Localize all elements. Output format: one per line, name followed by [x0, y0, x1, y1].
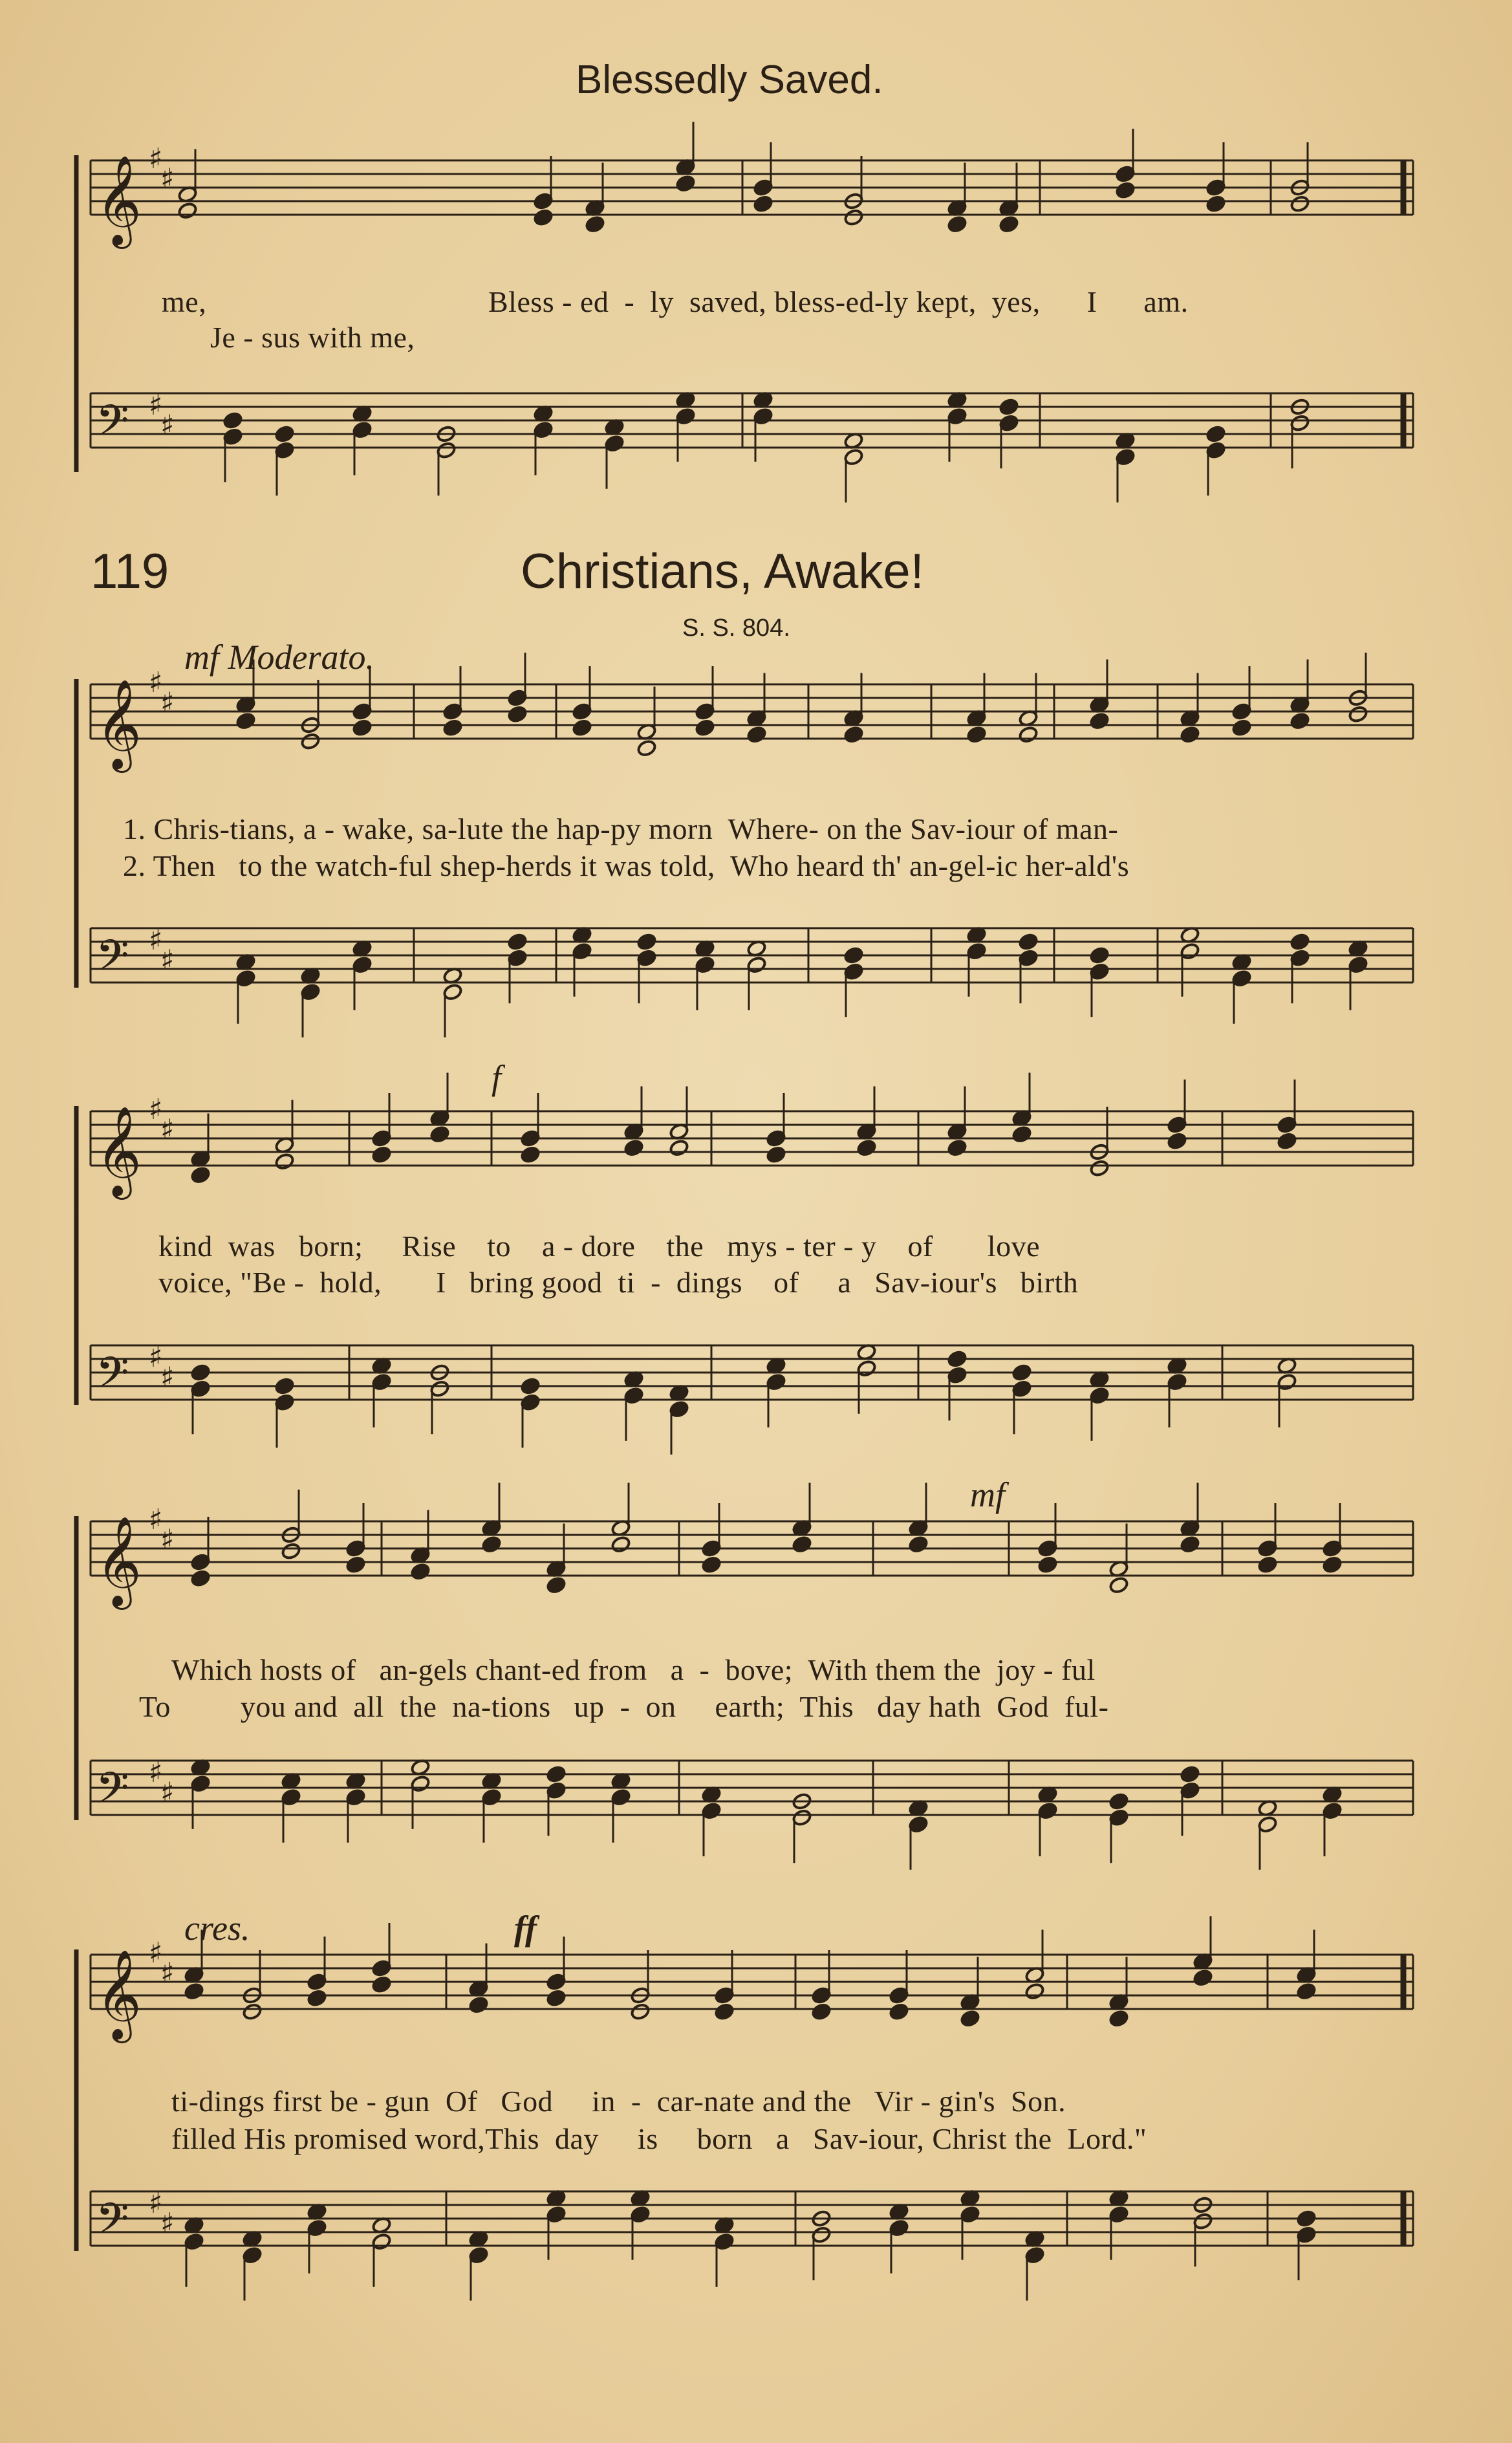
note-head: [1018, 726, 1039, 744]
note-head: [1296, 1982, 1317, 2001]
note-head: [429, 1125, 450, 1144]
note-head: [274, 1377, 295, 1395]
note-head: [481, 1536, 502, 1554]
note-head: [889, 2003, 909, 2021]
treble-clef-icon: 𝄞: [96, 679, 142, 769]
note-head: [468, 1996, 489, 2014]
note-head: [352, 719, 373, 737]
note-head: [675, 175, 696, 193]
note-head: [1089, 1159, 1110, 1177]
note-head: [546, 1765, 567, 1783]
note-head: [507, 705, 528, 723]
sharp-icon: ♯: [149, 1503, 163, 1536]
note-head: [1108, 1792, 1129, 1810]
note-head: [960, 2010, 980, 2028]
note-head: [235, 712, 256, 730]
note-head: [610, 1536, 631, 1554]
note-head: [947, 1139, 967, 1157]
note-head: [999, 398, 1019, 416]
bass-clef-icon: 𝄢: [96, 1348, 129, 1408]
verse-2-line: To you and all the na-tions up - on earth; This day hath God ful-: [139, 1690, 1109, 1723]
sharp-icon: ♯: [160, 1776, 175, 1810]
note-head: [242, 2003, 263, 2021]
note-head: [1115, 181, 1136, 199]
sharp-icon: ♯: [160, 1523, 175, 1557]
note-head: [300, 732, 321, 750]
note-head: [1322, 1556, 1343, 1574]
note-head: [636, 933, 657, 951]
bass-clef-icon: 𝄢: [96, 1763, 129, 1823]
note-head: [1089, 946, 1110, 964]
note-head: [1205, 195, 1226, 213]
sharp-icon: ♯: [149, 1341, 163, 1374]
treble-clef-icon: 𝄞: [96, 155, 142, 245]
hymn-number: 119: [91, 544, 169, 599]
previous-hymn-title: Blessedly Saved.: [576, 58, 883, 102]
sharp-icon: ♯: [149, 666, 163, 699]
note-head: [1018, 933, 1039, 951]
note-head: [630, 2003, 651, 2021]
note-head: [1348, 705, 1368, 723]
note-head: [1296, 2210, 1317, 2228]
sharp-icon: ♯: [160, 1113, 175, 1147]
lyric-line: Je - sus with me,: [210, 321, 415, 354]
note-head: [843, 208, 864, 226]
note-head: [410, 1563, 431, 1581]
note-head: [1180, 1765, 1200, 1783]
note-head: [908, 1536, 929, 1554]
note-head: [585, 215, 605, 233]
note-head: [714, 2003, 735, 2021]
note-head: [966, 726, 987, 744]
sharp-icon: ♯: [160, 1361, 175, 1395]
note-head: [1108, 1576, 1129, 1594]
note-head: [190, 1569, 211, 1587]
note-head: [792, 1536, 812, 1554]
note-head: [753, 195, 773, 213]
verse-1-line: kind was born; Rise to a - dore the mys - ter - y of love: [158, 1230, 1040, 1263]
note-head: [1011, 1125, 1032, 1144]
note-head: [274, 1153, 295, 1171]
note-head: [1089, 712, 1110, 730]
dynamic-marking: mf: [970, 1475, 1005, 1514]
note-head: [695, 719, 715, 737]
dynamic-marking: cres.: [184, 1909, 250, 1948]
sharp-icon: ♯: [149, 389, 163, 422]
verse-2-line: voice, "Be - hold, I bring good ti - dings of a Sav-iour's birth: [158, 1266, 1079, 1299]
note-head: [1231, 719, 1252, 737]
tempo-marking: mf Moderato.: [184, 638, 374, 677]
note-head: [533, 208, 554, 226]
sharp-icon: ♯: [160, 409, 175, 442]
note-head: [371, 1975, 392, 1993]
note-head: [1180, 726, 1200, 744]
note-head: [442, 719, 463, 737]
note-head: [1193, 1969, 1213, 1987]
note-head: [371, 1145, 392, 1164]
sharp-icon: ♯: [149, 1093, 163, 1126]
note-head: [1108, 2010, 1129, 2028]
note-head: [746, 726, 767, 744]
note-head: [1180, 1536, 1200, 1554]
note-head: [177, 202, 198, 220]
lyric-line: Bless - ed - ly saved, bless-ed-ly kept, yes, I am.: [488, 285, 1189, 318]
note-head: [1290, 195, 1310, 213]
sharp-icon: ♯: [149, 924, 163, 957]
note-head: [1011, 1363, 1032, 1382]
note-head: [669, 1139, 689, 1157]
note-head: [520, 1377, 541, 1395]
dynamic-marking: f: [491, 1058, 502, 1097]
note-head: [546, 1989, 567, 2007]
note-head: [572, 719, 592, 737]
dynamic-marking: ff: [514, 1909, 537, 1948]
note-head: [623, 1139, 644, 1157]
treble-clef-icon: 𝄞: [96, 1106, 142, 1196]
note-head: [1205, 425, 1226, 443]
note-head: [274, 425, 295, 443]
note-head: [281, 1542, 301, 1560]
hymn-source: S. S. 804.: [682, 614, 790, 642]
note-head: [947, 1350, 967, 1368]
bass-clef-icon: 𝄢: [96, 931, 129, 991]
sharp-icon: ♯: [149, 2187, 163, 2220]
note-head: [636, 739, 657, 757]
lyric-line: me,: [162, 285, 207, 318]
note-head: [345, 1556, 366, 1574]
sharp-icon: ♯: [160, 162, 175, 196]
verse-1-line: 1. Chris-tians, a - wake, sa-lute the hap-py morn Where- on the Sav-iour of man-: [123, 812, 1119, 845]
verse-2-line: 2. Then to the watch-ful shep-herds it was told, Who heard th' an-gel-ic her-ald's: [123, 849, 1130, 882]
verse-2-line: filled His promised word,This day is born a Sav-iour, Christ the Lord.": [171, 2122, 1147, 2155]
note-head: [1167, 1132, 1187, 1150]
note-head: [1037, 1556, 1058, 1574]
bass-clef-icon: 𝄢: [96, 2194, 129, 2254]
note-head: [856, 1139, 877, 1157]
note-head: [811, 2003, 832, 2021]
sharp-icon: ♯: [160, 944, 175, 977]
sharp-icon: ♯: [149, 1756, 163, 1789]
note-head: [766, 1145, 786, 1164]
sharp-icon: ♯: [160, 686, 175, 720]
treble-clef-icon: 𝄞: [96, 1949, 142, 2039]
note-head: [1277, 1132, 1297, 1150]
sharp-icon: ♯: [160, 1957, 175, 1990]
verse-1-line: ti-dings first be - gun Of God in - car-nate and the Vir - gin's Son.: [171, 2085, 1066, 2118]
hymn-title: Christians, Awake!: [521, 544, 924, 599]
note-head: [520, 1145, 541, 1164]
bass-clef-icon: 𝄢: [96, 396, 129, 456]
note-head: [1290, 933, 1310, 951]
sharp-icon: ♯: [160, 2207, 175, 2241]
note-head: [947, 215, 967, 233]
note-head: [307, 1989, 327, 2007]
note-head: [1290, 712, 1310, 730]
note-head: [843, 946, 864, 964]
treble-clef-icon: 𝄞: [96, 1516, 142, 1606]
note-head: [190, 1166, 211, 1184]
note-head: [843, 726, 864, 744]
sharp-icon: ♯: [149, 1937, 163, 1970]
note-head: [701, 1556, 722, 1574]
note-head: [1257, 1556, 1278, 1574]
verse-1-line: Which hosts of an-gels chant-ed from a - bove; With them the joy - ful: [171, 1653, 1096, 1686]
note-head: [184, 1982, 204, 2001]
sharp-icon: ♯: [149, 142, 163, 175]
note-head: [999, 215, 1019, 233]
note-head: [507, 933, 528, 951]
note-head: [190, 1363, 211, 1382]
note-head: [546, 1576, 567, 1594]
note-head: [1024, 1982, 1045, 2001]
note-head: [222, 411, 243, 429]
